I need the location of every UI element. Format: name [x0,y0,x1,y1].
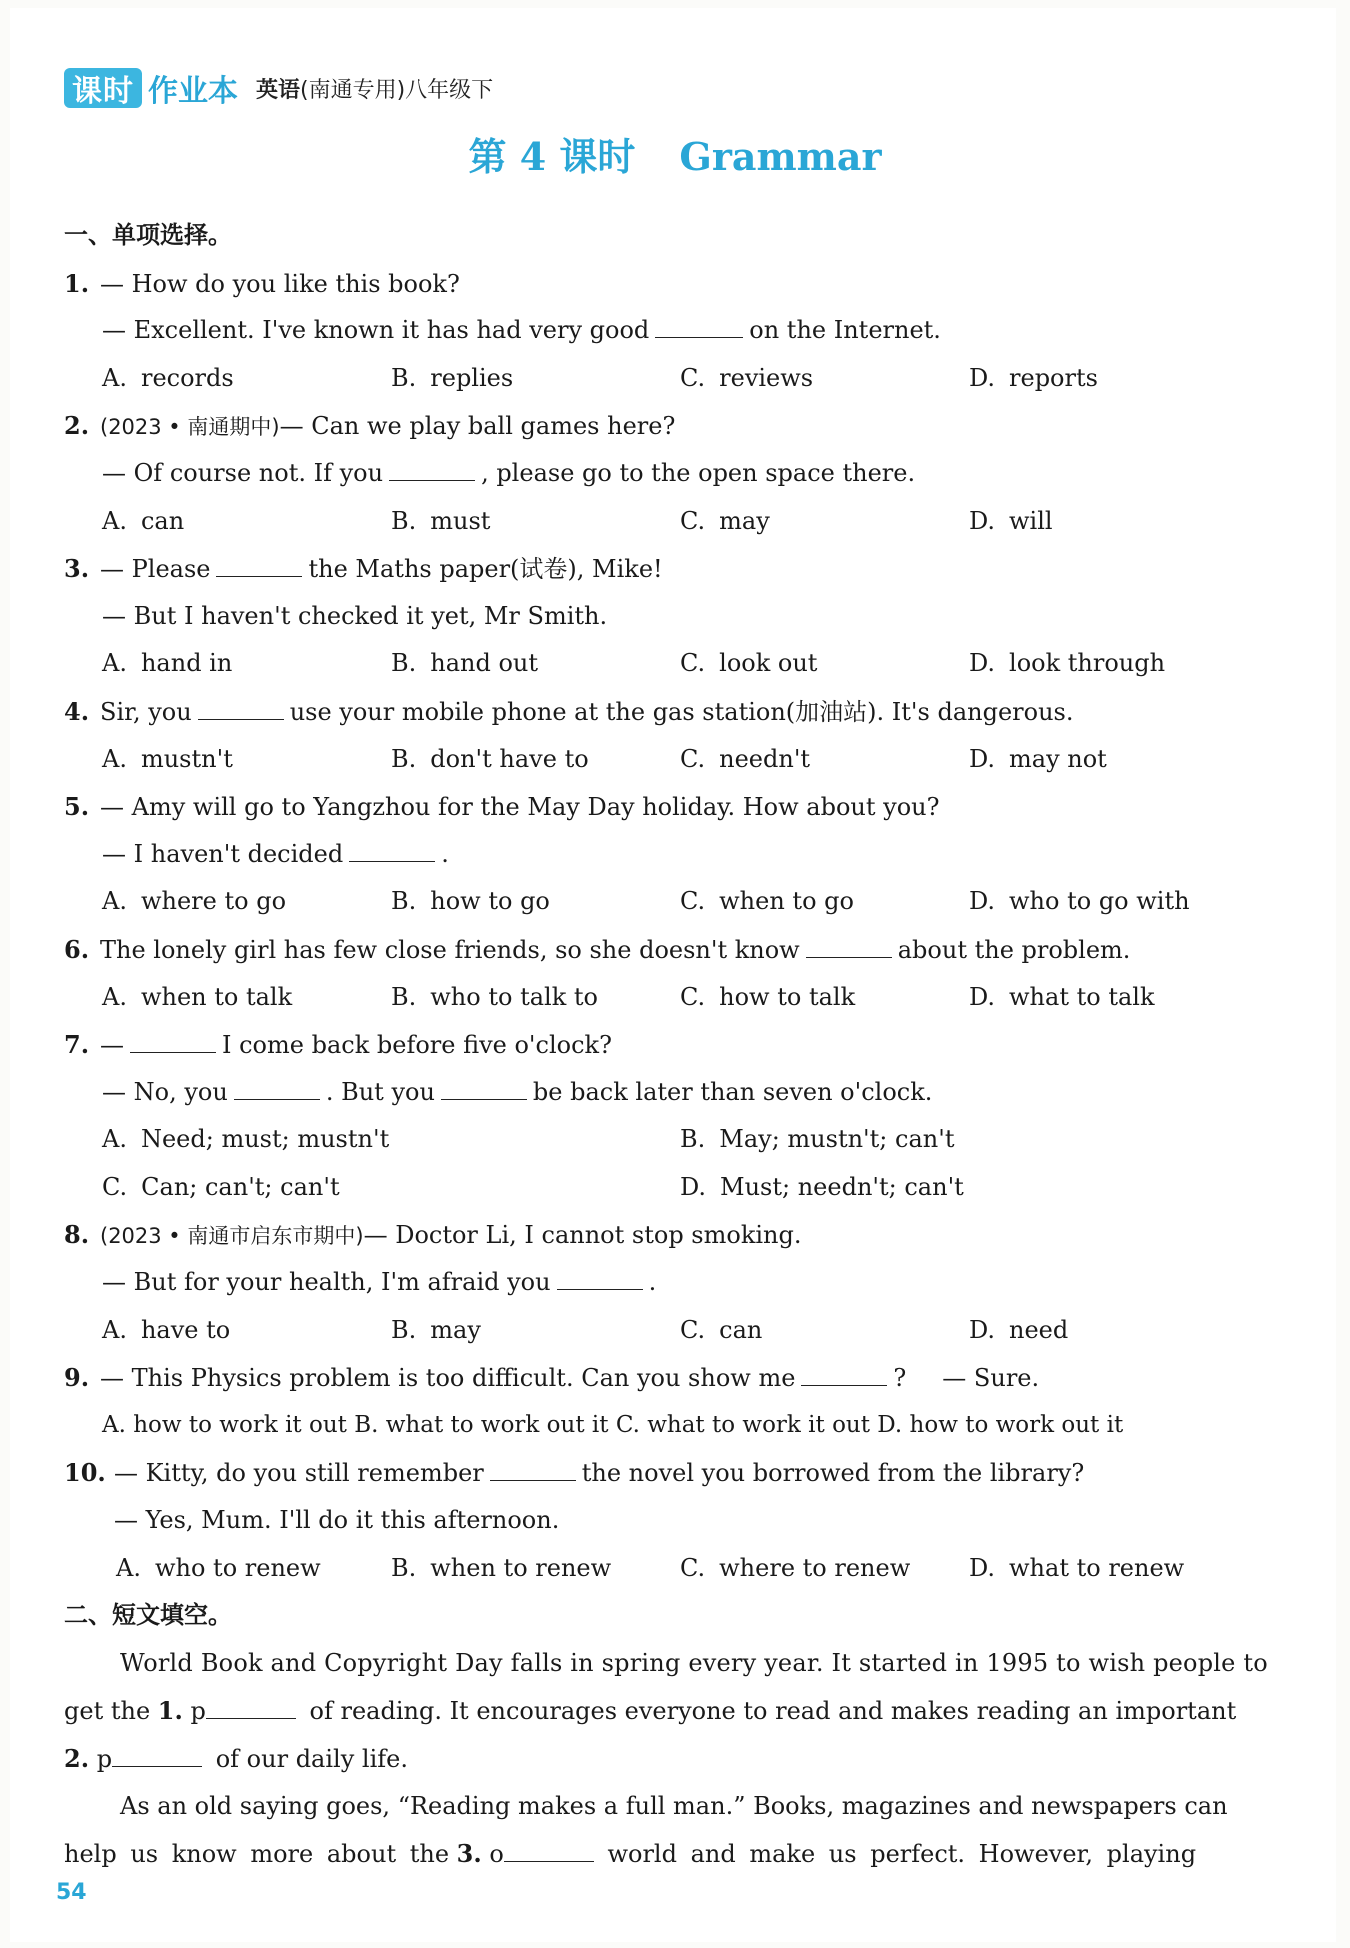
option-letter: C. [680,363,706,392]
option-text: where to renew [719,1553,911,1582]
option-letter: C. [680,649,706,678]
option-c[interactable] [680,736,969,784]
question-text: — How do you like this book? [100,269,460,298]
answer-blank[interactable] [112,1740,202,1767]
option-letter: B. [391,506,417,535]
option-letter: B. [391,887,417,916]
option-text: need [1009,1315,1069,1344]
option-letter: C. [102,1172,128,1201]
option-c[interactable] [680,355,969,403]
option-text: reports [1009,363,1098,392]
option-text: May; mustn't; can't [719,1125,955,1154]
option-letter: B. [354,1411,379,1438]
option-text: may not [1009,744,1107,773]
answer-blank[interactable] [349,835,435,862]
option-letter: C. [680,506,706,535]
question-number: 4. [64,696,90,726]
answer-blank[interactable] [806,931,892,958]
blank-hint: p [190,1697,206,1726]
option-a[interactable] [102,1116,680,1164]
passage-line-3 [64,1735,1264,1783]
passage-text: get the [64,1697,151,1726]
option-letter: B. [391,744,417,773]
option-a[interactable] [102,1307,391,1355]
option-text: where to go [140,887,287,916]
option-b[interactable] [391,498,680,546]
option-d[interactable] [969,974,1258,1022]
option-letter: D. [969,649,996,678]
option-text: replies [430,363,514,392]
option-d[interactable] [969,1545,1258,1593]
question-1-line-2 [64,307,1264,355]
option-d[interactable] [969,355,1258,403]
option-text: reviews [719,363,814,392]
question-7-line-2 [64,1069,1264,1117]
lesson-number: 第 4 课时 [468,134,636,179]
question-6-line-1 [64,926,1264,974]
option-text: Need; must; mustn't [140,1125,390,1154]
option-b[interactable] [680,1116,1258,1164]
question-10-line-2 [64,1497,1264,1545]
passage-text: world and make us perfect. However, playing [607,1840,1197,1869]
option-letter: A. [102,1411,126,1438]
option-letter: A. [102,1125,127,1154]
answer-blank[interactable] [206,1692,296,1719]
option-text: when to renew [430,1553,612,1582]
option-letter: A. [102,1315,127,1344]
question-text: — Can we play ball games here? [279,412,676,441]
option-c[interactable] [680,878,969,926]
option-b[interactable] [391,736,680,784]
option-text: mustn't [140,744,233,773]
option-letter: D. [969,506,996,535]
question-5-options [64,878,1264,926]
question-text: — Sure. [942,1364,1040,1393]
option-letter: B. [391,982,417,1011]
question-text: , please go to the open space there. [481,458,916,487]
option-b[interactable] [391,640,680,688]
option-letter: C. [680,982,706,1011]
option-text: what to work out it [385,1411,609,1438]
question-4-line-1 [64,688,1264,736]
blank-hint: p [96,1745,113,1773]
option-letter: B. [391,649,417,678]
question-9-line-1 [64,1354,1264,1402]
question-source: (2023 • 南通市启东市期中) [100,1224,364,1249]
option-text: can [140,506,185,535]
question-source: (2023 • 南通期中) [100,415,280,440]
brand-logo: 课时 [64,68,142,108]
option-d[interactable] [969,640,1258,688]
option-letter: D. [969,887,996,916]
option-text: how to work out it [909,1411,1124,1438]
option-text: who to go with [1009,887,1190,916]
question-7-options-row-1 [64,1116,1264,1164]
passage-text: of reading. It encourages everyone to read and makes reading an important [309,1697,1237,1726]
option-text: needn't [719,744,811,773]
option-c[interactable] [680,1545,969,1593]
option-text: who to renew [154,1553,321,1582]
option-letter: C. [680,887,706,916]
question-1-options [64,355,1264,403]
option-text: don't have to [430,744,589,773]
passage-line-1 [64,1640,1268,1688]
passage-text: of our daily life. [215,1745,408,1773]
option-text: Can; can't; can't [141,1172,340,1201]
option-text: must [430,506,491,535]
answer-blank[interactable] [234,1073,320,1100]
option-d[interactable] [969,736,1258,784]
option-letter: B. [680,1125,706,1154]
question-7-options-row-2 [64,1164,1264,1212]
question-text: — Please [100,555,211,584]
option-d[interactable] [969,878,1258,926]
question-text: — No, you [102,1077,228,1106]
option-letter: D. [877,1411,903,1438]
option-letter: A. [116,1553,141,1582]
option-text: may [719,506,770,535]
option-text: look through [1009,649,1166,678]
option-letter: B. [391,1315,417,1344]
option-text: how to talk [719,982,856,1011]
question-text: — But I haven't checked it yet, Mr Smith. [102,601,608,630]
question-text: — [100,1031,124,1060]
option-a[interactable] [102,355,391,403]
question-number: 6. [64,934,90,964]
option-d[interactable] [969,1307,1258,1355]
option-letter: C. [680,1553,706,1582]
option-b[interactable] [391,355,680,403]
blank-number: 3. [456,1839,482,1869]
option-letter: D. [969,982,996,1011]
question-text: I come back before five o'clock? [222,1031,612,1060]
option-b[interactable] [354,1412,608,1438]
question-text: . [441,839,449,868]
option-a[interactable] [102,640,391,688]
question-8-options [64,1307,1264,1355]
question-text: — I haven't decided [102,839,344,868]
question-2-line-2 [64,450,1264,498]
option-text: what to work it out [647,1411,870,1438]
question-2-line-1 [64,402,1264,450]
option-letter: D. [969,744,996,773]
option-c[interactable] [680,974,969,1022]
blank-number: 1. [157,1696,183,1726]
option-d[interactable] [680,1164,1258,1212]
lesson-topic: Grammar [679,134,882,179]
option-letter: C. [680,1315,706,1344]
question-2-options [64,498,1264,546]
question-7-line-1 [64,1021,1264,1069]
option-c[interactable] [616,1412,870,1438]
option-text: look out [719,649,818,678]
option-a[interactable] [116,1545,391,1593]
question-text: — This Physics problem is too difficult. Can you show me [100,1364,796,1393]
book-header [64,66,493,110]
option-text: records [140,363,234,392]
answer-blank[interactable] [490,1454,576,1481]
option-b[interactable] [391,1307,680,1355]
question-text: — Kitty, do you still remember [114,1459,484,1488]
option-letter: A. [102,744,127,773]
question-text: — Yes, Mum. I'll do it this afternoon. [114,1506,560,1535]
passage-line-2 [64,1687,1264,1735]
question-text: — Of course not. If you [102,458,384,487]
answer-blank[interactable] [389,454,475,481]
option-letter: D. [969,1553,996,1582]
answer-blank[interactable] [655,311,743,338]
question-number: 8. [64,1220,90,1250]
question-number: 1. [64,268,90,298]
option-b[interactable] [391,878,680,926]
option-letter: A. [102,887,127,916]
option-letter: D. [969,1315,996,1344]
section-heading-choice: 一、单项选择。 [64,221,232,249]
worksheet-content [64,212,1268,1878]
option-text: how to go [430,887,550,916]
section-heading-cloze: 二、短文填空。 [64,1601,232,1630]
question-number: 10. [64,1458,106,1488]
question-text: about the problem. [897,935,1131,964]
option-text: what to renew [1009,1553,1185,1582]
question-text: — Excellent. I've known it has had very good [102,316,650,345]
question-8-line-1 [64,1211,1264,1259]
question-text: The lonely girl has few close friends, so she doesn't know [100,935,800,964]
edition-label: (南通专用)八年级下 [300,77,494,103]
lesson-title [0,126,1350,181]
book-subtitle [256,73,493,104]
answer-blank[interactable] [441,1073,527,1100]
option-b[interactable] [391,1545,680,1593]
question-text: use your mobile phone at the gas station(加油站). It's dangerous. [289,697,1074,726]
question-text: . But you [325,1077,435,1106]
question-text: — Doctor Li, I cannot stop smoking. [363,1221,802,1250]
option-letter: A. [102,506,127,535]
question-number: 9. [64,1363,90,1393]
question-10-options [64,1545,1264,1593]
answer-blank[interactable] [557,1263,643,1290]
option-text: will [1009,506,1053,535]
question-number: 5. [64,792,90,822]
question-number: 3. [64,554,90,584]
question-5-line-1 [64,783,1264,831]
question-text: on the Internet. [749,316,941,345]
question-text: the novel you borrowed from the library? [581,1459,1085,1488]
option-letter: A. [102,982,127,1011]
option-letter: D. [969,363,996,392]
option-letter: C. [615,1411,640,1438]
option-text: who to talk to [430,982,598,1011]
answer-blank[interactable] [198,693,284,720]
question-10-line-1 [64,1449,1264,1497]
option-a[interactable] [102,498,391,546]
option-a[interactable] [102,878,391,926]
option-text: hand in [140,649,233,678]
passage-line-5 [64,1830,1264,1878]
option-c[interactable] [680,1307,969,1355]
passage-text: World Book and Copyright Day falls in spring every year. It started in 1995 to wish people to [120,1648,1268,1677]
blank-number: 2. [64,1744,90,1773]
option-text: what to talk [1009,982,1155,1011]
option-letter: B. [391,363,417,392]
passage-text: help us know more about the [64,1840,450,1869]
question-8-line-2 [64,1259,1264,1307]
option-text: may [430,1315,481,1344]
option-text: when to talk [140,982,293,1011]
question-3-line-1 [64,545,1264,593]
question-text: ? [893,1364,907,1393]
question-number: 2. [64,411,90,441]
option-text: how to work it out [133,1411,347,1438]
question-3-line-2 [64,593,1264,641]
option-text: when to go [719,887,854,916]
option-letter: C. [680,744,706,773]
option-text: hand out [430,649,539,678]
option-a[interactable] [102,736,391,784]
question-text: be back later than seven o'clock. [532,1077,933,1106]
question-text: — Amy will go to Yangzhou for the May Day holiday. How about you? [100,793,940,822]
question-4-options [64,736,1264,784]
option-text: have to [140,1315,231,1344]
page-number: 54 [56,1880,87,1905]
question-text: Sir, you [100,697,192,726]
blank-hint: o [489,1840,504,1869]
question-5-line-2 [64,831,1264,879]
question-number: 7. [64,1030,90,1060]
answer-blank[interactable] [801,1359,887,1386]
question-3-options [64,640,1264,688]
option-text: Must; needn't; can't [720,1172,964,1201]
option-c[interactable] [102,1164,680,1212]
option-a[interactable] [102,1412,347,1438]
option-letter: D. [680,1172,707,1201]
question-text: the Maths paper(试卷), Mike! [308,555,663,584]
question-text: — But for your health, I'm afraid you [102,1268,551,1297]
option-b[interactable] [391,974,680,1022]
option-c[interactable] [680,498,969,546]
option-letter: A. [102,649,127,678]
option-d[interactable] [877,1412,1123,1438]
passage-text: As an old saying goes, “Reading makes a full man.” Books, magazines and newspapers can [120,1791,1228,1820]
answer-blank[interactable] [504,1835,594,1862]
question-6-options [64,974,1264,1022]
option-letter: B. [391,1553,417,1582]
option-a[interactable] [102,974,391,1022]
option-text: can [719,1315,763,1344]
question-1-line-1 [64,260,1264,308]
option-c[interactable] [680,640,969,688]
option-d[interactable] [969,498,1258,546]
answer-blank[interactable] [216,550,302,577]
brand-name: 作业本 [148,74,238,109]
question-text: . [648,1268,657,1297]
subject-label: 英语 [256,77,301,103]
answer-blank[interactable] [130,1026,216,1053]
passage-line-4 [64,1783,1264,1831]
question-9-options [64,1402,1264,1450]
option-letter: A. [102,363,127,392]
